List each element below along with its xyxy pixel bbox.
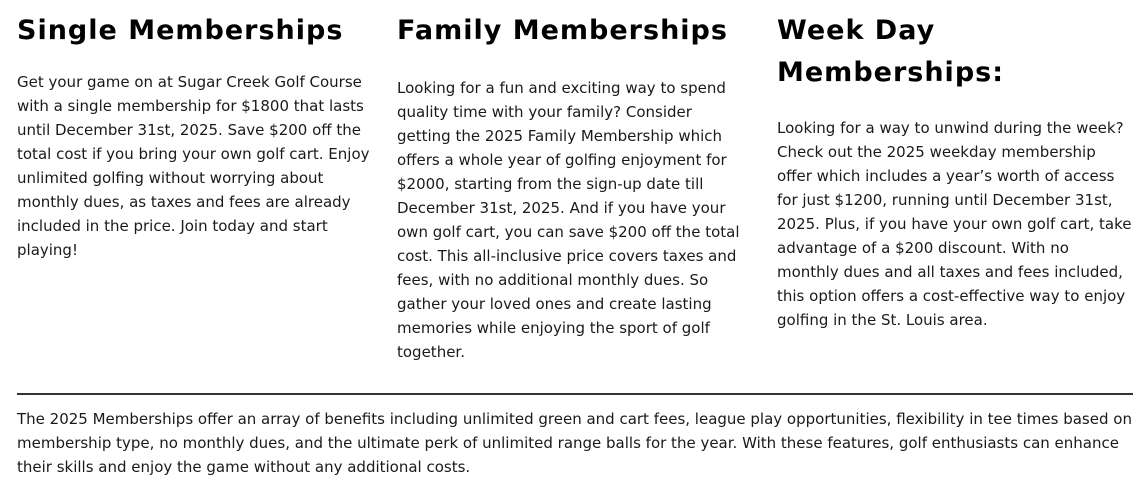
family-membership-heading: Family Memberships — [397, 15, 728, 46]
single-membership-description: Get your game on at Sugar Creek Golf Course with a single membership for $1800 that lasts until December 31st, 2025. Save $200 off the total cost if you bring your own golf cart. Enjoy unlimited golfing without worrying about monthly dues, as taxes and fees are already included in the price. Join today and start playing! — [17, 73, 370, 259]
weekday-membership-heading: Week Day Memberships: — [777, 15, 1005, 88]
membership-columns — [17, 10, 1133, 364]
membership-benefits-text: The 2025 Memberships offer an array of benefits including unlimited green and cart fees, league play opportunities, flexibility in tee times based on membership type, no monthly dues, and the ultimate perk of unlimited range balls for the year. With these features, golf enthusiasts can enhance their skills and enjoy the game without any additional costs. — [17, 410, 1132, 476]
section-divider — [17, 393, 1133, 395]
single-membership-heading: Single Memberships — [17, 15, 344, 46]
weekday-membership-description: Looking for a way to unwind during the week? Check out the 2025 weekday membership offer which includes a year’s worth of access for just $1200, running until December 31st, 2025. Plus, if you have your own golf cart, take advantage of a $200 discount. With no monthly dues and all taxes and fees included, this option offers a cost-effective way to enjoy golfing in the St. Louis area. — [777, 119, 1132, 329]
family-membership-section — [397, 10, 750, 364]
single-membership-section — [17, 10, 370, 364]
weekday-membership-section — [777, 10, 1133, 364]
family-membership-description: Looking for a fun and exciting way to spend quality time with your family? Consider getting the 2025 Family Membership which offers a whole year of golfing enjoyment for $2000, starting from the sign-up date till December 31st, 2025. And if you have your own golf cart, you can save $200 off the total cost. This all-inclusive price covers taxes and fees, with no additional monthly dues. So gather your loved ones and create lasting memories while enjoying the sport of golf together. — [397, 79, 740, 361]
